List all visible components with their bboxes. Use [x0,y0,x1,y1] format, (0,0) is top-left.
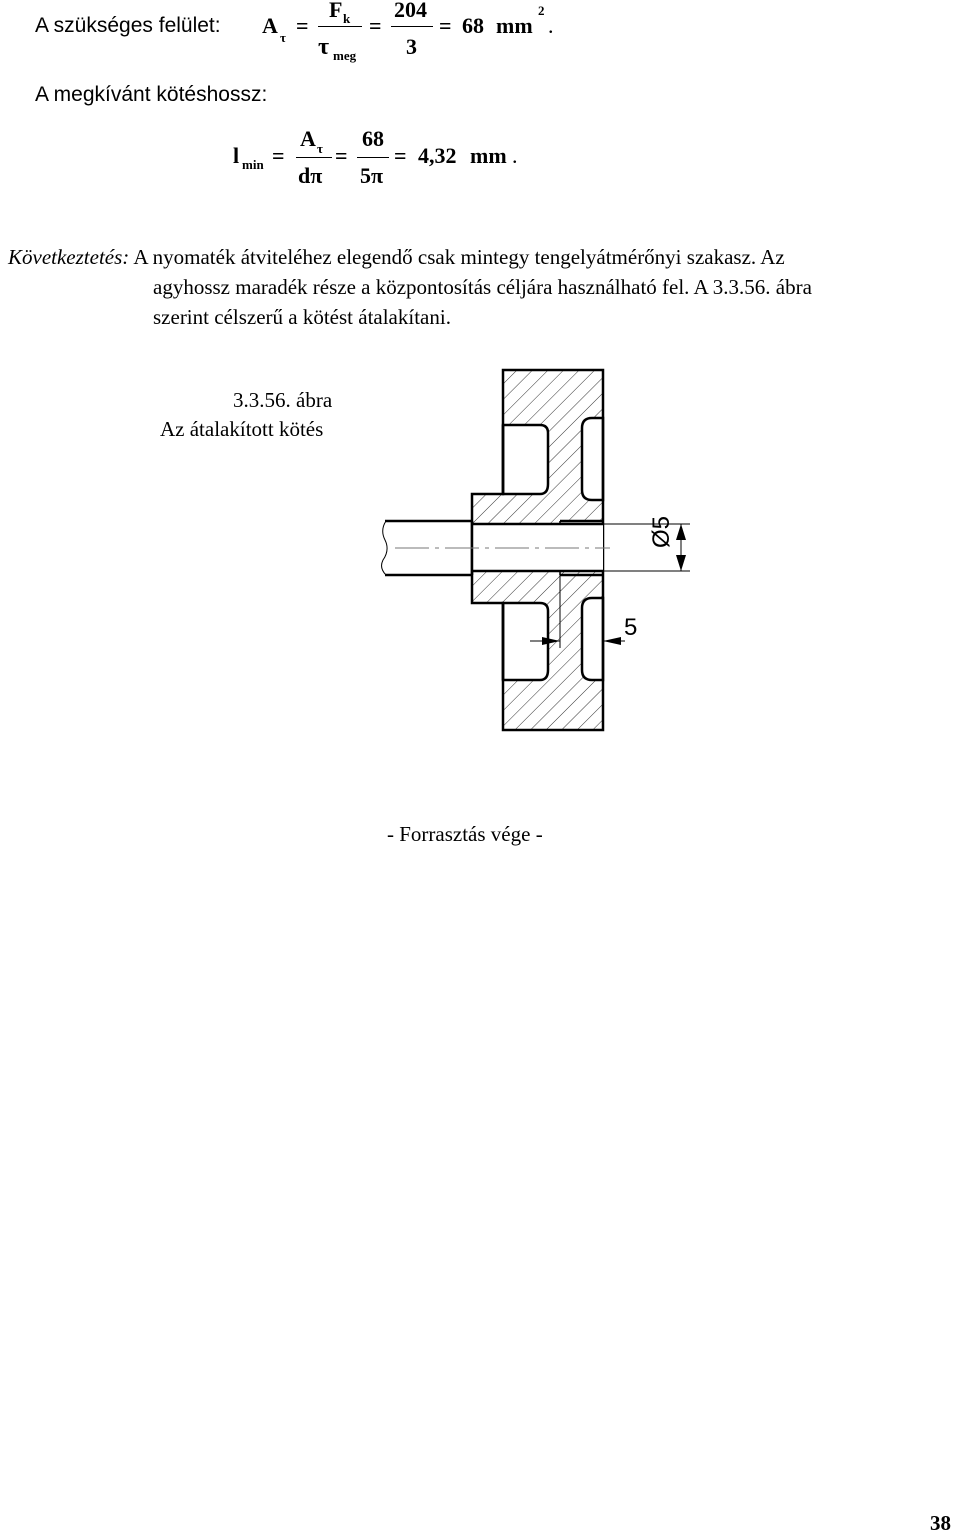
end-of-section: - Forrasztás vége - [387,822,543,846]
formula1-denominator-1: τ [318,34,330,60]
formula1-unit-exponent: 2 [538,3,545,18]
formula2-period: . [512,143,518,168]
formula1-denominator-1-sub: meg [333,48,357,63]
formula1-equals-3: = [439,13,452,38]
formula2-denominator-2: 5π [360,163,384,188]
conclusion-text-1: A nyomaték átviteléhez elegendő csak mintegy tengelyátmérőnyi szakasz. Az [133,245,785,269]
formula2-lhs-sub: min [242,157,264,172]
formula1-numerator-1: F [329,0,343,22]
formula1-unit: mm [496,13,533,38]
conclusion-line-3: szerint célszerű a kötést átalakítani. [153,305,451,329]
upper-right-pocket [582,418,603,500]
figure-number: 3.3.56. ábra [233,388,333,412]
upper-left-pocket [503,425,548,494]
formula2-numerator-1: A [300,126,316,151]
formula1-result: 68 [462,13,484,38]
formula1-numerator-1-sub: k [343,11,351,26]
formula1-lhs-sub: τ [280,30,286,45]
diameter-dimension [603,524,690,571]
formula2-numerator-2: 68 [362,126,384,151]
formula2-equals-3: = [394,143,407,168]
formula2-unit: mm [470,143,507,168]
formula2-result: 4,32 [418,143,457,168]
formula1-denominator-2: 3 [406,34,417,59]
figure-caption: Az átalakított kötés [160,417,324,441]
formula2-label: A megkívánt kötéshossz: [35,83,268,106]
formula1-lhs: A [262,13,278,38]
shaft-break-line [382,521,388,575]
formula2-lhs: l [233,143,240,168]
formula1-label: A szükséges felület: [35,14,221,37]
formula1-equals-1: = [296,13,309,38]
conclusion-line-2: agyhossz maradék része a központosítás céljára használható fel. A 3.3.56. ábra [153,275,812,299]
formula2-equals-1: = [272,143,285,168]
hub-section [472,370,603,730]
diameter-label: Ø5 [648,515,675,548]
formula1-equals-2: = [369,13,382,38]
length-label: 5 [624,614,638,641]
formula1-numerator-2: 204 [394,0,427,22]
page-number: 38 [930,1511,951,1535]
formula2-numerator-1-sub: τ [317,141,323,156]
formula2-denominator-1: dπ [298,163,323,188]
conclusion-label: Következtetés: [8,245,130,269]
lower-right-pocket [582,598,603,680]
formula2-equals-2: = [335,143,348,168]
formula1-period: . [548,13,554,38]
